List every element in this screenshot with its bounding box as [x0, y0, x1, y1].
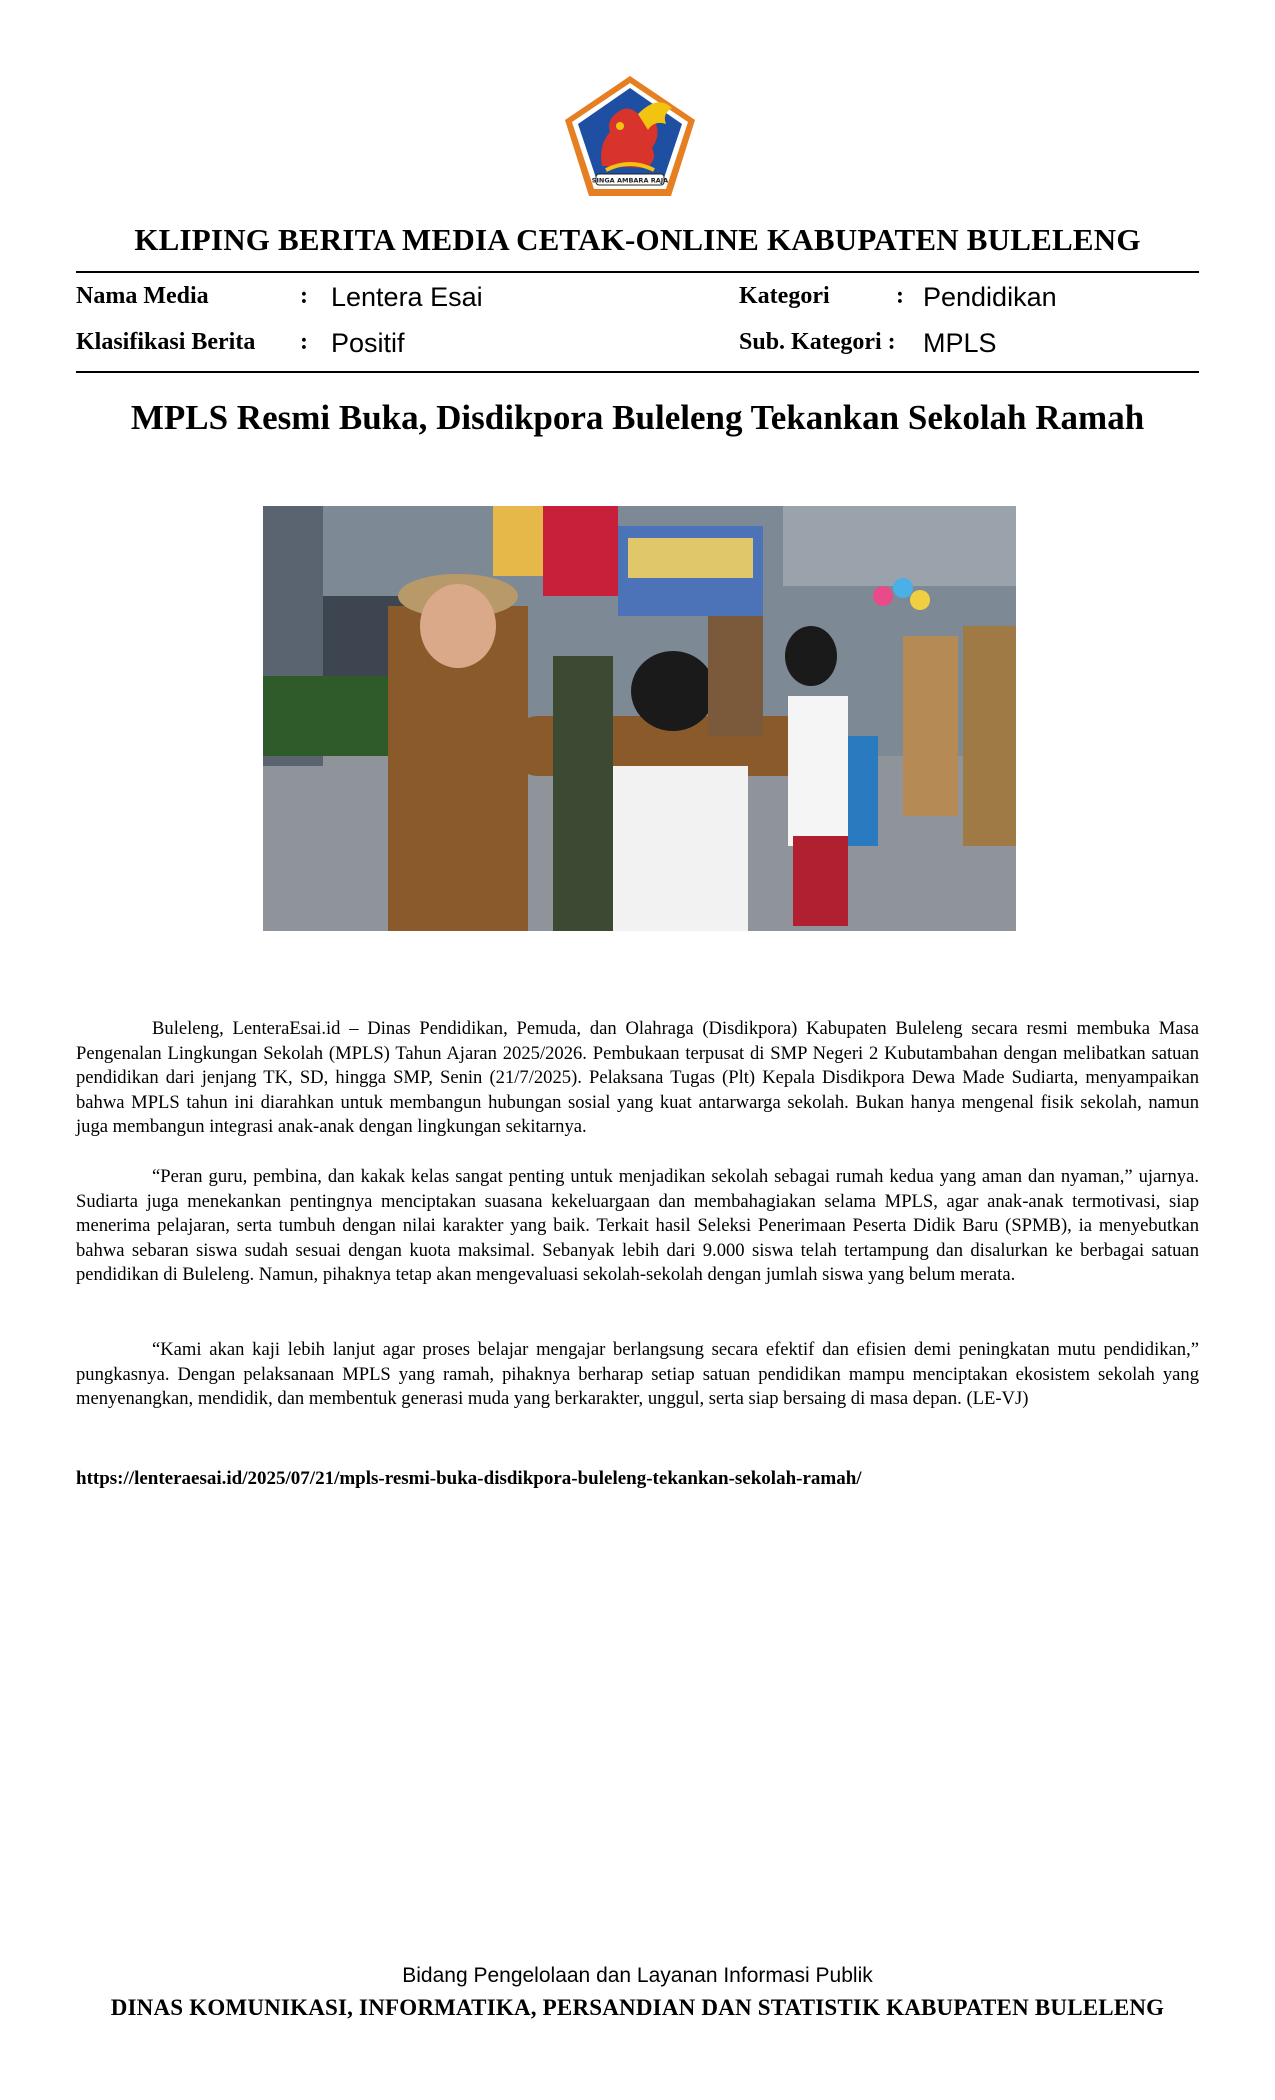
classification-value: Positif [331, 328, 405, 358]
header-top-rule [76, 271, 1199, 273]
subcategory-value: MPLS [923, 328, 997, 358]
article-photo [263, 506, 1016, 931]
media-name-colon: : [300, 283, 308, 309]
category-label: Kategori [739, 283, 830, 309]
article-headline: MPLS Resmi Buka, Disdikpora Buleleng Tekankan Sekolah Ramah [130, 398, 1145, 437]
kliping-header-title: KLIPING BERITA MEDIA CETAK-ONLINE KABUPATEN BULELENG [134, 222, 1141, 257]
media-name-label: Nama Media [76, 283, 209, 309]
buleleng-emblem-logo [562, 74, 698, 200]
article-paragraph-2: “Peran guru, pembina, dan kakak kelas sangat penting untuk menjadikan sekolah sebagai rumah kedua yang aman dan nyaman,” ujarnya. Sudiarta juga menekankan pentingnya menciptakan suasana kekeluargaan dan membahagiakan selama MPLS, agar anak-anak termotivasi, siap menerima pelajaran, serta tumbuh dengan nilai karakter yang baik. Terkait hasil Seleksi Penerimaan Peserta Didik Baru (SPMB), ia menyebutkan bahwa sebaran siswa sudah sesuai dengan kuota maksimal. Sebanyak lebih dari 9.000 siswa telah tertampung dan disalurkan ke berbagai satuan pendidikan di Buleleng. Namun, pihaknya tetap akan mengevaluasi sekolah-sekolah dengan jumlah siswa yang belum merata. [76, 1166, 1199, 1286]
classification-colon: : [300, 329, 308, 355]
source-url-link[interactable]: https://lenteraesai.id/2025/07/21/mpls-resmi-buka-disdikpora-buleleng-tekankan-sekolah-ramah/ [76, 1468, 862, 1489]
category-value: Pendidikan [923, 282, 1057, 312]
classification-label: Klasifikasi Berita [76, 329, 256, 355]
subcategory-label: Sub. Kategori : [739, 329, 896, 355]
footer-agency: DINAS KOMUNIKASI, INFORMATIKA, PERSANDIAN DAN STATISTIK KABUPATEN BULELENG [110, 1995, 1165, 2020]
footer-unit: Bidang Pengelolaan dan Layanan Informasi Publik [402, 1964, 873, 1987]
article-paragraph-1: Buleleng, LenteraEsai.id – Dinas Pendidikan, Pemuda, dan Olahraga (Disdikpora) Kabupaten Buleleng secara resmi membuka Masa Pengenalan Lingkungan Sekolah (MPLS) Tahun Ajaran 2025/2026. Pembukaan terpusat di SMP Negeri 2 Kubutambahan dengan melibatkan satuan pendidikan dari jenjang TK, SD, hingga SMP, Senin (21/7/2025). Pelaksana Tugas (Plt) Kepala Disdikpora Dewa Made Sudiarta, menyampaikan bahwa MPLS tahun ini diarahkan untuk membangun hubungan sosial yang kuat antarwarga sekolah. Bukan hanya mengenal fisik sekolah, namun juga membangun integrasi anak-anak dengan lingkungan sekitarnya. [76, 1018, 1199, 1138]
media-name-value: Lentera Esai [331, 282, 483, 312]
category-colon: : [896, 283, 904, 309]
header-bottom-rule [76, 371, 1199, 373]
article-paragraph-3: “Kami akan kaji lebih lanjut agar proses belajar mengajar berlangsung secara efektif dan efisien demi peningkatan mutu pendidikan,” pungkasnya. Dengan pelaksanaan MPLS yang ramah, pihaknya berharap setiap satuan pendidikan mampu menciptakan ekosistem sekolah yang menyenangkan, mendidik, dan membentuk generasi muda yang berkarakter, unggul, serta siap bersaing di masa depan. (LE-VJ) [76, 1339, 1199, 1410]
svg-text:SINGA AMBARA RAJA: SINGA AMBARA RAJA [591, 176, 669, 185]
